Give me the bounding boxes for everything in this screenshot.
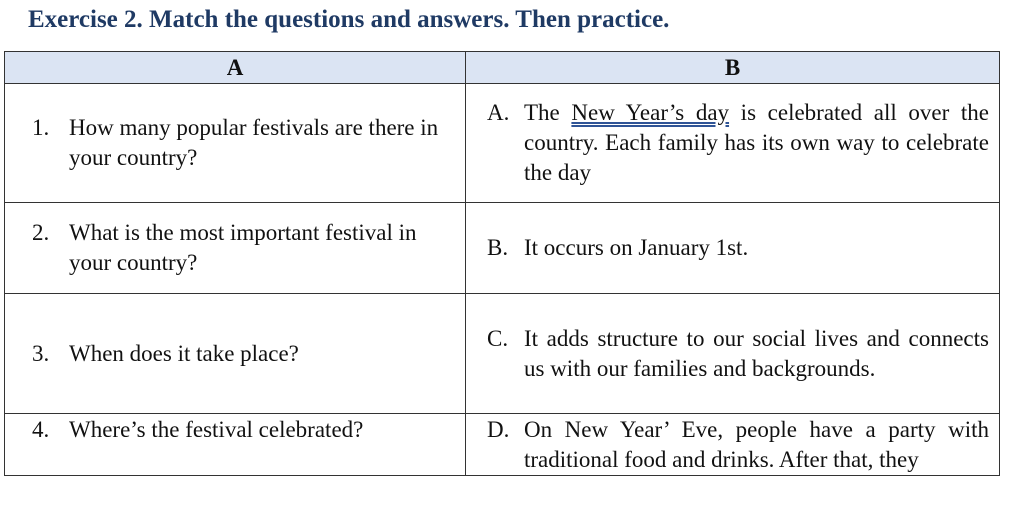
question-cell-4 [5, 414, 466, 476]
column-a-header: A [5, 52, 466, 84]
table-header-row [5, 52, 1000, 84]
answer-cell-c [466, 294, 1000, 414]
exercise-title: Exercise 2. Match the questions and answers. Then practice. [28, 6, 670, 33]
answer-letter: A. [487, 100, 510, 125]
question-cell-3 [5, 294, 466, 414]
column-b-header: B [466, 52, 1000, 84]
question-number: 3. [32, 340, 50, 366]
question-text: What is the most important festival in your country? [69, 220, 417, 275]
answer-letter: B. [487, 235, 509, 260]
answer-cell-b [466, 203, 1000, 294]
question-number: 2. [32, 220, 50, 245]
table-row [5, 203, 1000, 294]
answer-letter: C. [487, 325, 509, 351]
answer-text [524, 98, 989, 188]
answer-letter: D. [487, 417, 510, 442]
underlined-phrase: New Year’s day [571, 100, 730, 125]
answer-cell-a [466, 84, 1000, 203]
answer-text-end: is celebrated all over the country. Each family has its own way to celebrate the day [524, 100, 989, 185]
question-text: Where’s the festival celebrated? [69, 417, 364, 442]
question-number: 1. [32, 115, 50, 140]
table-row [5, 294, 1000, 414]
question-text: How many popular festivals are there in your country? [69, 115, 439, 170]
answer-text: On New Year’ Eve, people have a party with traditional food and drinks. After that, they [524, 417, 989, 472]
answer-text: It occurs on January 1st. [524, 235, 749, 260]
table-row [5, 84, 1000, 203]
answer-cell-d [466, 414, 1000, 476]
question-text: When does it take place? [69, 340, 299, 366]
question-number: 4. [32, 417, 50, 442]
question-cell-2 [5, 203, 466, 294]
table-row [5, 414, 1000, 476]
question-cell-1 [5, 84, 466, 203]
answer-text: It adds structure to our social lives and connects us with our families and backgrounds. [524, 325, 989, 381]
matching-table [4, 51, 1000, 476]
answer-text-start: The [524, 100, 572, 125]
